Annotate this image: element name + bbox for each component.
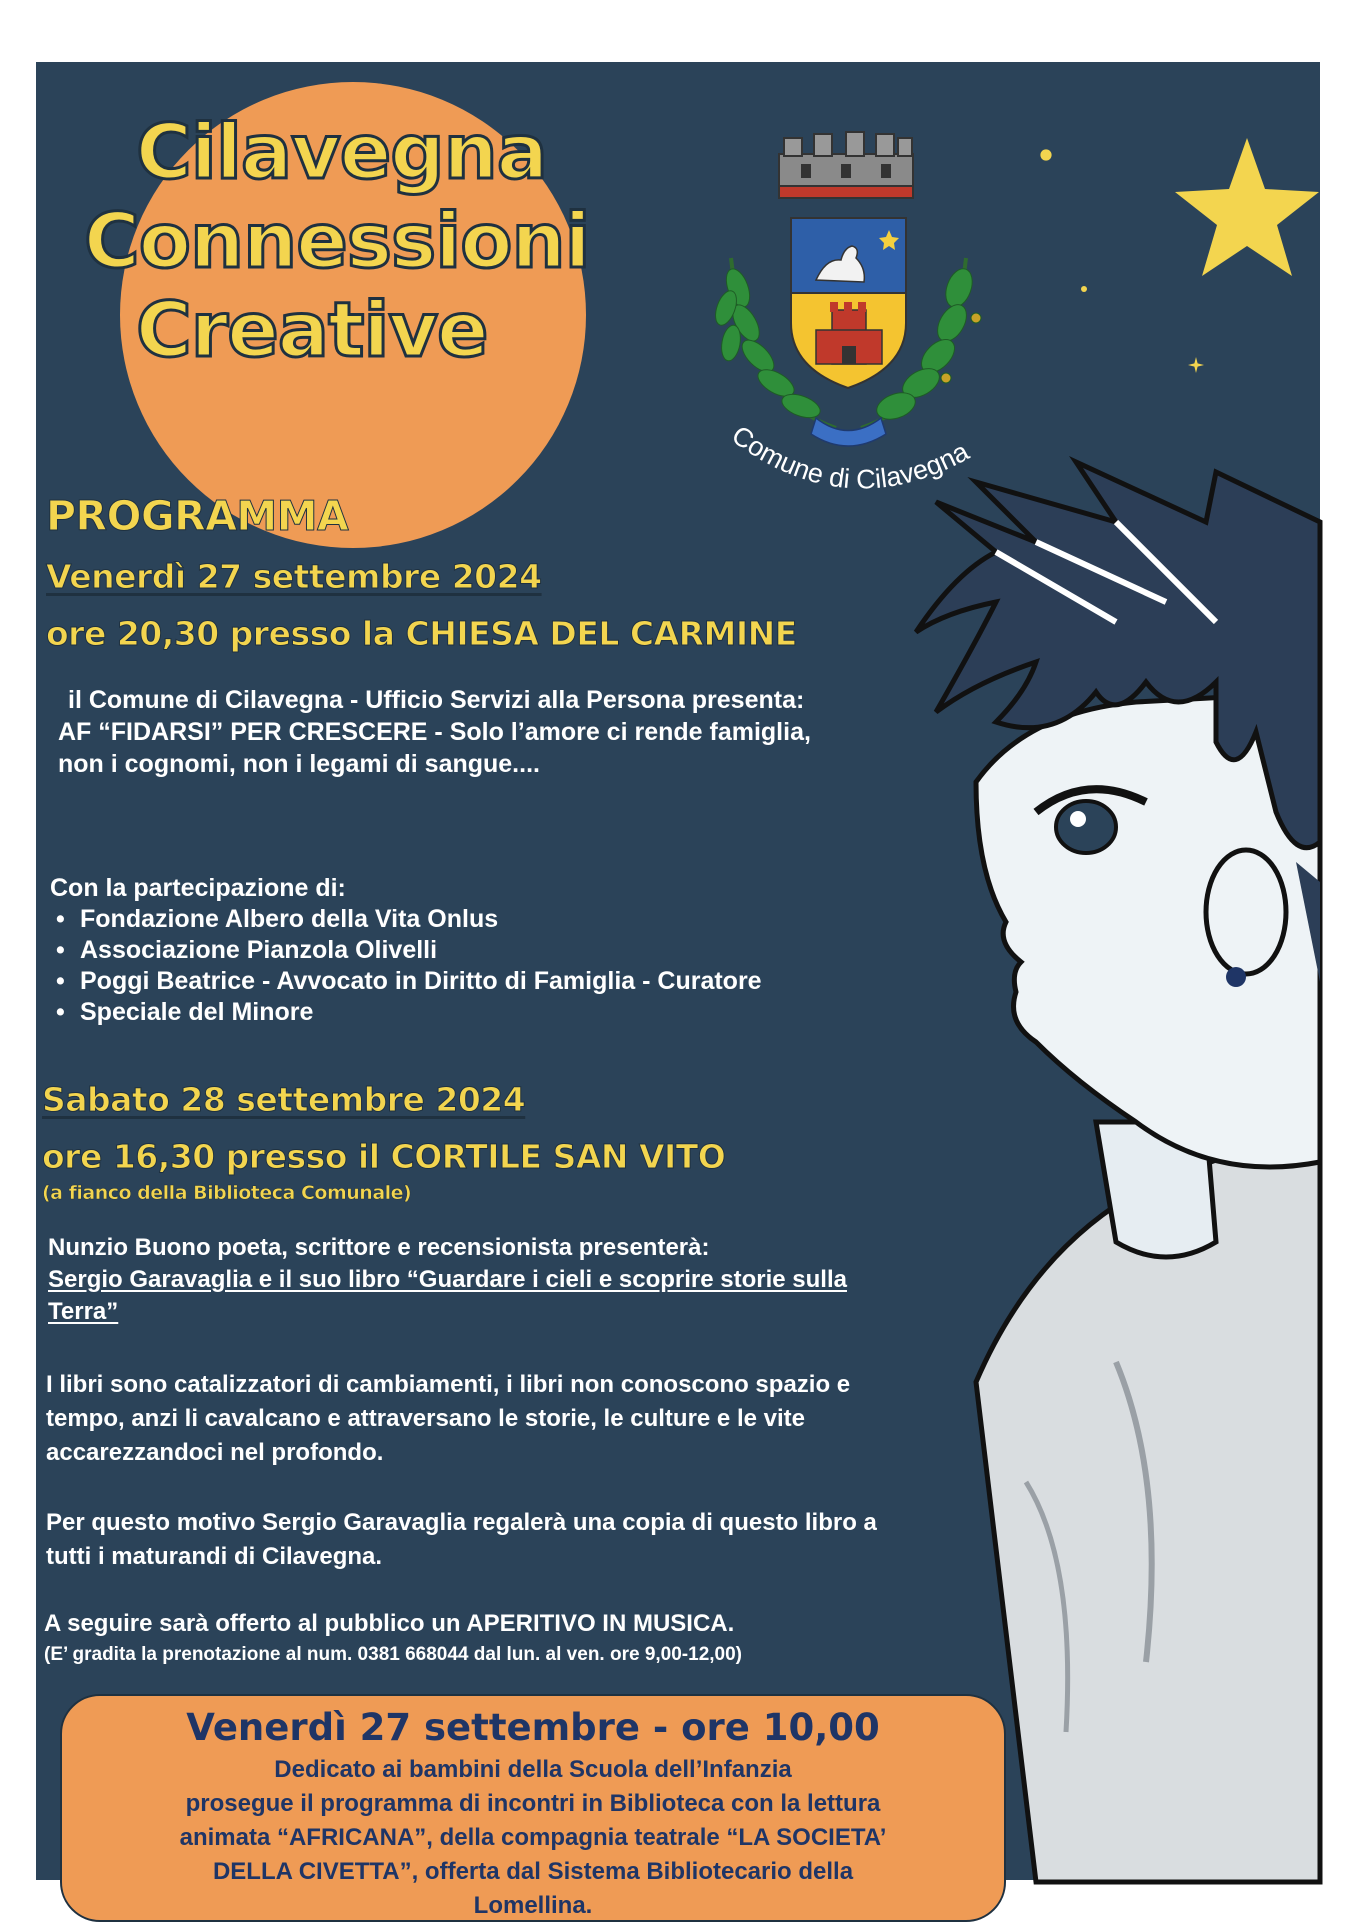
children-event-box	[60, 1694, 1006, 1922]
list-item: • Associazione Pianzola Olivelli	[56, 935, 762, 966]
small-star-icon	[1039, 148, 1053, 162]
programma-heading: PROGRAMMA	[46, 492, 349, 540]
event2-time-place: ore 16,30 presso il CORTILE SAN VITO	[42, 1137, 726, 1176]
event2-presenter-block	[48, 1232, 847, 1328]
paragraph-line: I libri sono catalizzatori di cambiamenti, i libri non conoscono spazio e	[46, 1371, 851, 1398]
participation-heading: Con la partecipazione di:	[50, 874, 346, 902]
title-line-1: Cilavegna	[136, 107, 548, 196]
paragraph-line: tempo, anzi li cavalcano e attraversano le storie, le culture e le vite	[46, 1405, 805, 1432]
children-event-line: Lomellina.	[473, 1892, 593, 1919]
event2-date: Sabato 28 settembre 2024	[42, 1080, 526, 1119]
poster	[36, 62, 1320, 1919]
small-star-icon	[1079, 284, 1089, 294]
list-item-continuation: • Speciale del Minore	[56, 997, 762, 1028]
event2-book-title-cont: Terra”	[48, 1298, 119, 1325]
paragraph-line: Per questo motivo Sergio Garavaglia regalerà una copia di questo libro a	[46, 1509, 877, 1536]
paragraph-line: accarezzandoci nel profondo.	[46, 1439, 384, 1466]
aperitivo-text: A seguire sarà offerto al pubblico un APERITIVO IN MUSICA.	[44, 1610, 735, 1637]
large-star-icon	[1172, 132, 1322, 282]
event1-intro-line: il Comune di Cilavegna - Ufficio Servizi alla Persona presenta:	[68, 686, 805, 714]
title-line-3: Creative	[136, 285, 488, 374]
event2-book-title: Sergio Garavaglia e il suo libro “Guardare i cieli e scoprire storie sulla	[48, 1266, 847, 1293]
event2-location-note: (a fianco della Biblioteca Comunale)	[42, 1182, 412, 1204]
crest-caption: Comune di Cilavegna	[726, 419, 974, 495]
paragraph-line: tutti i maturandi di Cilavegna.	[46, 1543, 383, 1570]
event2-paragraph2	[46, 1506, 877, 1574]
event1-time-place: ore 20,30 presso la CHIESA DEL CARMINE	[46, 614, 797, 653]
children-event-line: Dedicato ai bambini della Scuola dell’Infanzia	[274, 1756, 792, 1783]
children-event-line: DELLA CIVETTA”, offerta dal Sistema Bibliotecario della	[212, 1858, 854, 1885]
event2-presenter: Nunzio Buono poeta, scrittore e recensionista presenterà:	[48, 1234, 710, 1261]
event1-intro-line: non i cognomi, non i legami di sangue....	[58, 750, 540, 778]
booking-text: (E’ gradita la prenotazione al num. 0381 668044 dal lun. al ven. ore 9,00-12,00)	[44, 1644, 743, 1665]
anime-boy-illustration	[916, 482, 1320, 1882]
small-star-icon	[1188, 357, 1204, 373]
children-event-line: prosegue il programma di incontri in Biblioteca con la lettura	[185, 1790, 881, 1817]
crown-icon	[779, 132, 913, 198]
event1-intro-line: AF “FIDARSI” PER CRESCERE - Solo l’amore ci rende famiglia,	[58, 718, 811, 746]
event1-date: Venerdì 27 settembre 2024	[46, 557, 542, 596]
event1-intro	[58, 684, 811, 780]
participants-list	[56, 904, 762, 1028]
list-item: • Fondazione Albero della Vita Onlus	[56, 904, 762, 935]
children-event-heading: Venerdì 27 settembre - ore 10,00	[186, 1706, 880, 1749]
children-event-line: animata “AFRICANA”, della compagnia teatrale “LA SOCIETA’	[179, 1824, 887, 1851]
list-item: • Poggi Beatrice - Avvocato in Diritto di Famiglia - Curatore	[56, 966, 762, 997]
event2-paragraph1	[46, 1368, 850, 1470]
poster-title	[56, 107, 590, 374]
title-line-2: Connessioni	[84, 196, 590, 285]
coat-of-arms-icon	[676, 98, 1016, 538]
